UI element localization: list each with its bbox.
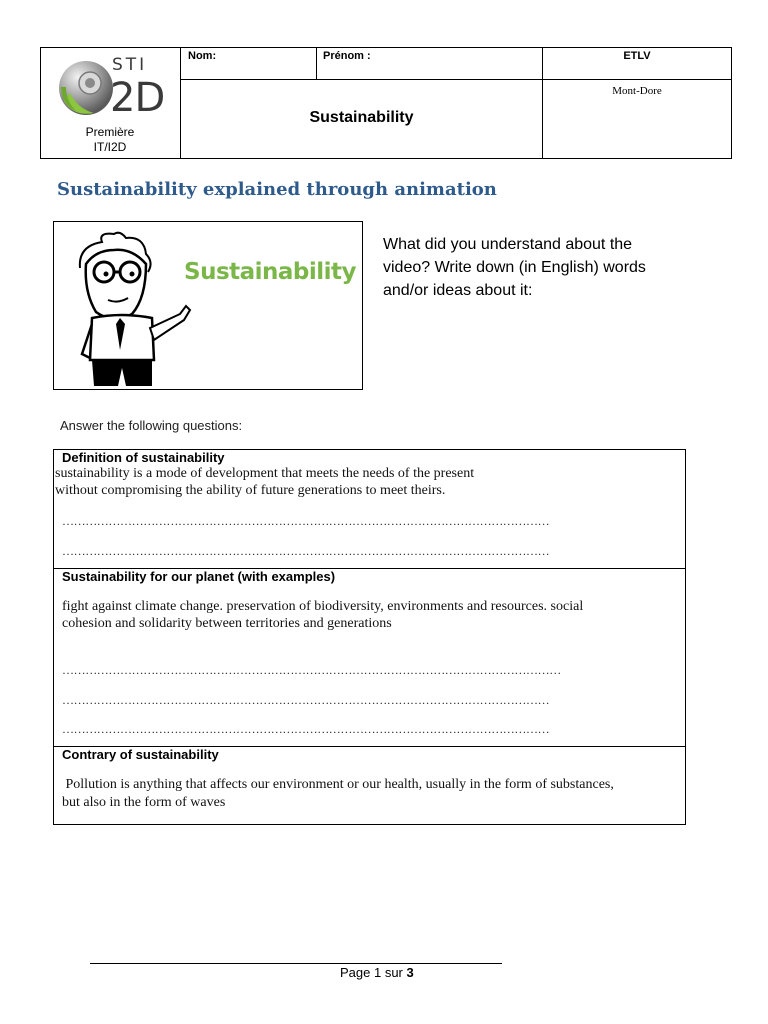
page-number-prefix: Page 1 sur <box>340 965 403 980</box>
answer-definition-line-1: sustainability is a mode of development that meets the needs of the present <box>55 466 475 481</box>
level-label <box>40 125 180 155</box>
page-title: Sustainability explained through animation <box>57 179 497 200</box>
answer-planet-line-1: fight against climate change. preservation of biodiversity, environments and resources. social <box>62 599 584 614</box>
question-heading-planet: Sustainability for our planet (with examples) <box>62 569 336 584</box>
page-number-total: 3 <box>406 965 414 980</box>
sti2d-logo <box>54 53 174 123</box>
header-table <box>40 47 732 159</box>
video-question: What did you understand about the video? Write down (in English) words and/or ideas about it: <box>383 236 646 299</box>
footer-rule <box>90 963 502 964</box>
logo-sti-text: STI <box>112 55 148 75</box>
nom-label: Nom: <box>188 50 217 62</box>
level-line-1: Première <box>85 125 135 139</box>
question-heading-contrary: Contrary of sustainability <box>62 747 219 762</box>
answer-contrary-line-2: but also in the form of waves <box>62 795 226 810</box>
answer-dotted-line[interactable]: ………………………………………………………………………………………………………………… <box>62 663 561 677</box>
question-heading-definition: Definition of sustainability <box>62 450 225 465</box>
page-number <box>340 965 414 980</box>
sustainability-word: Sustainability <box>184 259 357 285</box>
level-line-2: IT/I2D <box>93 140 127 154</box>
logo-2d-text: 2D <box>110 75 165 121</box>
instruction-text: Answer the following questions: <box>60 418 243 433</box>
cartoon-professor-icon <box>62 228 192 388</box>
prenom-label: Prénom : <box>323 50 371 62</box>
answer-contrary-line-1: Pollution is anything that affects our environment or our health, usually in the form of substances, <box>62 777 614 792</box>
video-illustration <box>53 221 363 390</box>
answers-table <box>53 449 686 825</box>
subject-title: Sustainability <box>309 109 414 126</box>
answer-dotted-line[interactable]: ……………………………………………………………………………………………………………… <box>62 693 550 707</box>
etlv-label: ETLV <box>623 50 651 62</box>
answer-definition-line-2: without compromising the ability of future generations to meet theirs. <box>55 483 446 498</box>
answer-planet-line-2: cohesion and solidarity between territories and generations <box>62 616 392 631</box>
sti2d-emblem-icon <box>56 57 114 119</box>
answer-dotted-line[interactable]: ……………………………………………………………………………………………………………… <box>62 514 550 528</box>
answer-dotted-line[interactable]: ……………………………………………………………………………………………………………… <box>62 722 550 736</box>
answer-dotted-line[interactable]: ……………………………………………………………………………………………………………… <box>62 544 550 558</box>
location-label: Mont-Dore <box>612 85 662 97</box>
